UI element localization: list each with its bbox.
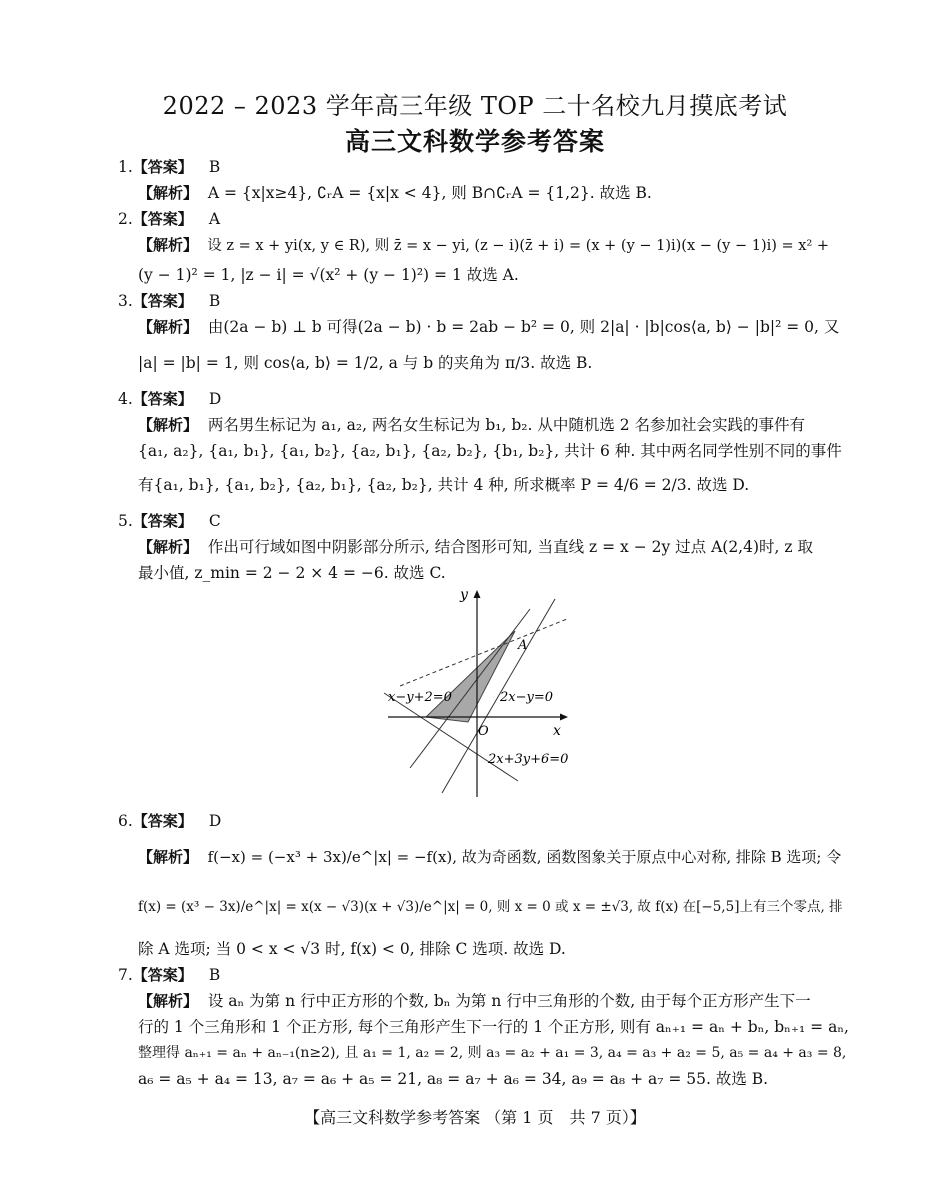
answer-tag: 【答案】: [132, 158, 193, 176]
answer-tag: 【答案】: [132, 292, 193, 310]
q1-answer-row: [118, 156, 220, 178]
q7-line-4: a₆ = a₅ + a₄ = 13, a₇ = a₆ + a₅ = 21, a₈ = a₇ + a₆ = 34, a₉ = a₈ + a₇ = 55. 故选 B.: [138, 1070, 769, 1088]
q2-line-1: 设 z = x + yi(x, y ∈ R), 则 z̄ = x − yi, (z − i)(z̄ + i) = (x + (y − 1)i)(x − (y − 1)i) = x² +: [207, 238, 830, 254]
explanation-tag: 【解析】: [138, 236, 199, 254]
q3-answer: B: [208, 292, 221, 310]
x-axis-arrow: [560, 714, 568, 721]
q7-explanation: [138, 990, 811, 1012]
q5-line-1: 作出可行域如图中阴影部分所示, 结合图形可知, 当直线 z = x − 2y 过点 A(2,4)时, z 取: [207, 538, 813, 556]
q4-number: 4.: [118, 390, 133, 408]
q1-answer: B: [208, 158, 221, 176]
q6-line-1: f(−x) = (−x³ + 3x)/e^|x| = −f(x), 故为奇函数, 函数图象关于原点中心对称, 排除 B 选项; 令: [207, 848, 842, 866]
q1-explanation: [138, 182, 652, 204]
q7-number: 7.: [118, 966, 133, 984]
q4-answer: D: [208, 390, 222, 408]
explanation-tag: 【解析】: [138, 538, 199, 556]
q4-explanation: [138, 414, 805, 436]
line1-label: x−y+2=0: [388, 690, 452, 705]
page-footer: 【高三文科数学参考答案 （第 1 页 共 7 页）】: [304, 1108, 646, 1127]
q7-line-2: 行的 1 个三角形和 1 个正方形, 每个三角形产生下一行的 1 个正方形, 则有 aₙ₊₁ = aₙ + bₙ, bₙ₊₁ = aₙ,: [138, 1018, 849, 1036]
q7-line-3: 整理得 aₙ₊₁ = aₙ + aₙ₋₁(n≥2), 且 a₁ = 1, a₂ = 2, 则 a₃ = a₂ + a₁ = 3, a₄ = a₃ + a₂ = 5, a₅ = a₄ + a₃ = 8,: [138, 1045, 847, 1061]
q5-number: 5.: [118, 512, 133, 530]
answer-tag: 【答案】: [132, 210, 193, 228]
q6-number: 6.: [118, 812, 133, 830]
line3-label: 2x+3y+6=0: [488, 752, 569, 767]
q3-line-2: |a| = |b| = 1, 则 cos⟨a, b⟩ = 1/2, a 与 b 的夹角为 π/3. 故选 B.: [138, 354, 593, 372]
q2-number: 2.: [118, 210, 133, 228]
q4-line-1: 两名男生标记为 a₁, a₂, 两名女生标记为 b₁, b₂. 从中随机选 2 名参加社会实践的事件有: [207, 416, 806, 434]
exam-title: 2022 – 2023 学年高三年级 TOP 二十名校九月摸底考试: [162, 92, 788, 120]
explanation-tag: 【解析】: [138, 416, 199, 434]
document-subtitle: 高三文科数学参考答案: [344, 127, 605, 156]
q5-answer: C: [208, 512, 221, 530]
explanation-tag: 【解析】: [138, 848, 199, 866]
line2-label: 2x−y=0: [500, 690, 554, 705]
q2-explanation: [138, 234, 829, 257]
q6-line-2: f(x) = (x³ − 3x)/e^|x| = x(x − √3)(x + √3)/e^|x| = 0, 则 x = 0 或 x = ±√3, 故 f(x) 在[−5,5]上有三个零点, 排: [138, 899, 843, 915]
q4-answer-row: [118, 388, 221, 410]
answer-tag: 【答案】: [132, 812, 193, 830]
q5-explanation: [138, 536, 813, 558]
q3-answer-row: [118, 290, 220, 312]
q6-line-3: 除 A 选项; 当 0 < x < √3 时, f(x) < 0, 排除 C 选项. 故选 D.: [138, 940, 566, 958]
x-axis-label: x: [553, 723, 561, 739]
answer-tag: 【答案】: [132, 390, 193, 408]
q3-explanation: [138, 316, 839, 338]
q4-line-3: 有{a₁, b₁}, {a₁, b₂}, {a₂, b₁}, {a₂, b₂}, 共计 4 种, 所求概率 P = 4/6 = 2/3. 故选 D.: [138, 476, 750, 494]
origin-label: O: [478, 724, 489, 739]
q7-line-1: 设 aₙ 为第 n 行中正方形的个数, bₙ 为第 n 行中三角形的个数, 由于每个正方形产生下一: [207, 992, 811, 1010]
y-axis-label: y: [460, 587, 468, 603]
q6-answer-row: [118, 810, 221, 832]
q1-number: 1.: [118, 158, 133, 176]
q2-answer: A: [208, 210, 221, 228]
explanation-tag: 【解析】: [138, 184, 199, 202]
q2-line-2: (y − 1)² = 1, |z − i| = √(x² + (y − 1)²) = 1 故选 A.: [138, 266, 519, 284]
answer-tag: 【答案】: [132, 512, 193, 530]
q6-explanation: [138, 846, 841, 868]
q6-answer: D: [208, 812, 222, 830]
point-a-label: A: [518, 638, 528, 653]
explanation-tag: 【解析】: [138, 318, 199, 336]
q4-line-2: {a₁, a₂}, {a₁, b₁}, {a₁, b₂}, {a₂, b₁}, {a₂, b₂}, {b₁, b₂}, 共计 6 种. 其中两名同学性别不同的事件: [138, 442, 842, 460]
q5-line-2: 最小值, z_min = 2 − 2 × 4 = −6. 故选 C.: [138, 564, 446, 582]
q2-answer-row: [118, 208, 220, 230]
feasible-region-figure: [370, 585, 590, 800]
feasible-region: [426, 631, 515, 722]
q5-answer-row: [118, 510, 221, 532]
answer-tag: 【答案】: [132, 966, 193, 984]
q3-number: 3.: [118, 292, 133, 310]
q1-line-1: A = {x|x≥4}, ∁ᵣA = {x|x < 4}, 则 B∩∁ᵣA = {1,2}. 故选 B.: [207, 184, 652, 202]
q7-answer-row: [118, 964, 220, 986]
explanation-tag: 【解析】: [138, 992, 199, 1010]
q3-line-1: 由(2a − b) ⊥ b 可得(2a − b) · b = 2ab − b² = 0, 则 2|a| · |b|cos⟨a, b⟩ − |b|² = 0, 又: [207, 318, 840, 336]
q7-answer: B: [208, 966, 221, 984]
y-axis-arrow: [474, 590, 481, 598]
